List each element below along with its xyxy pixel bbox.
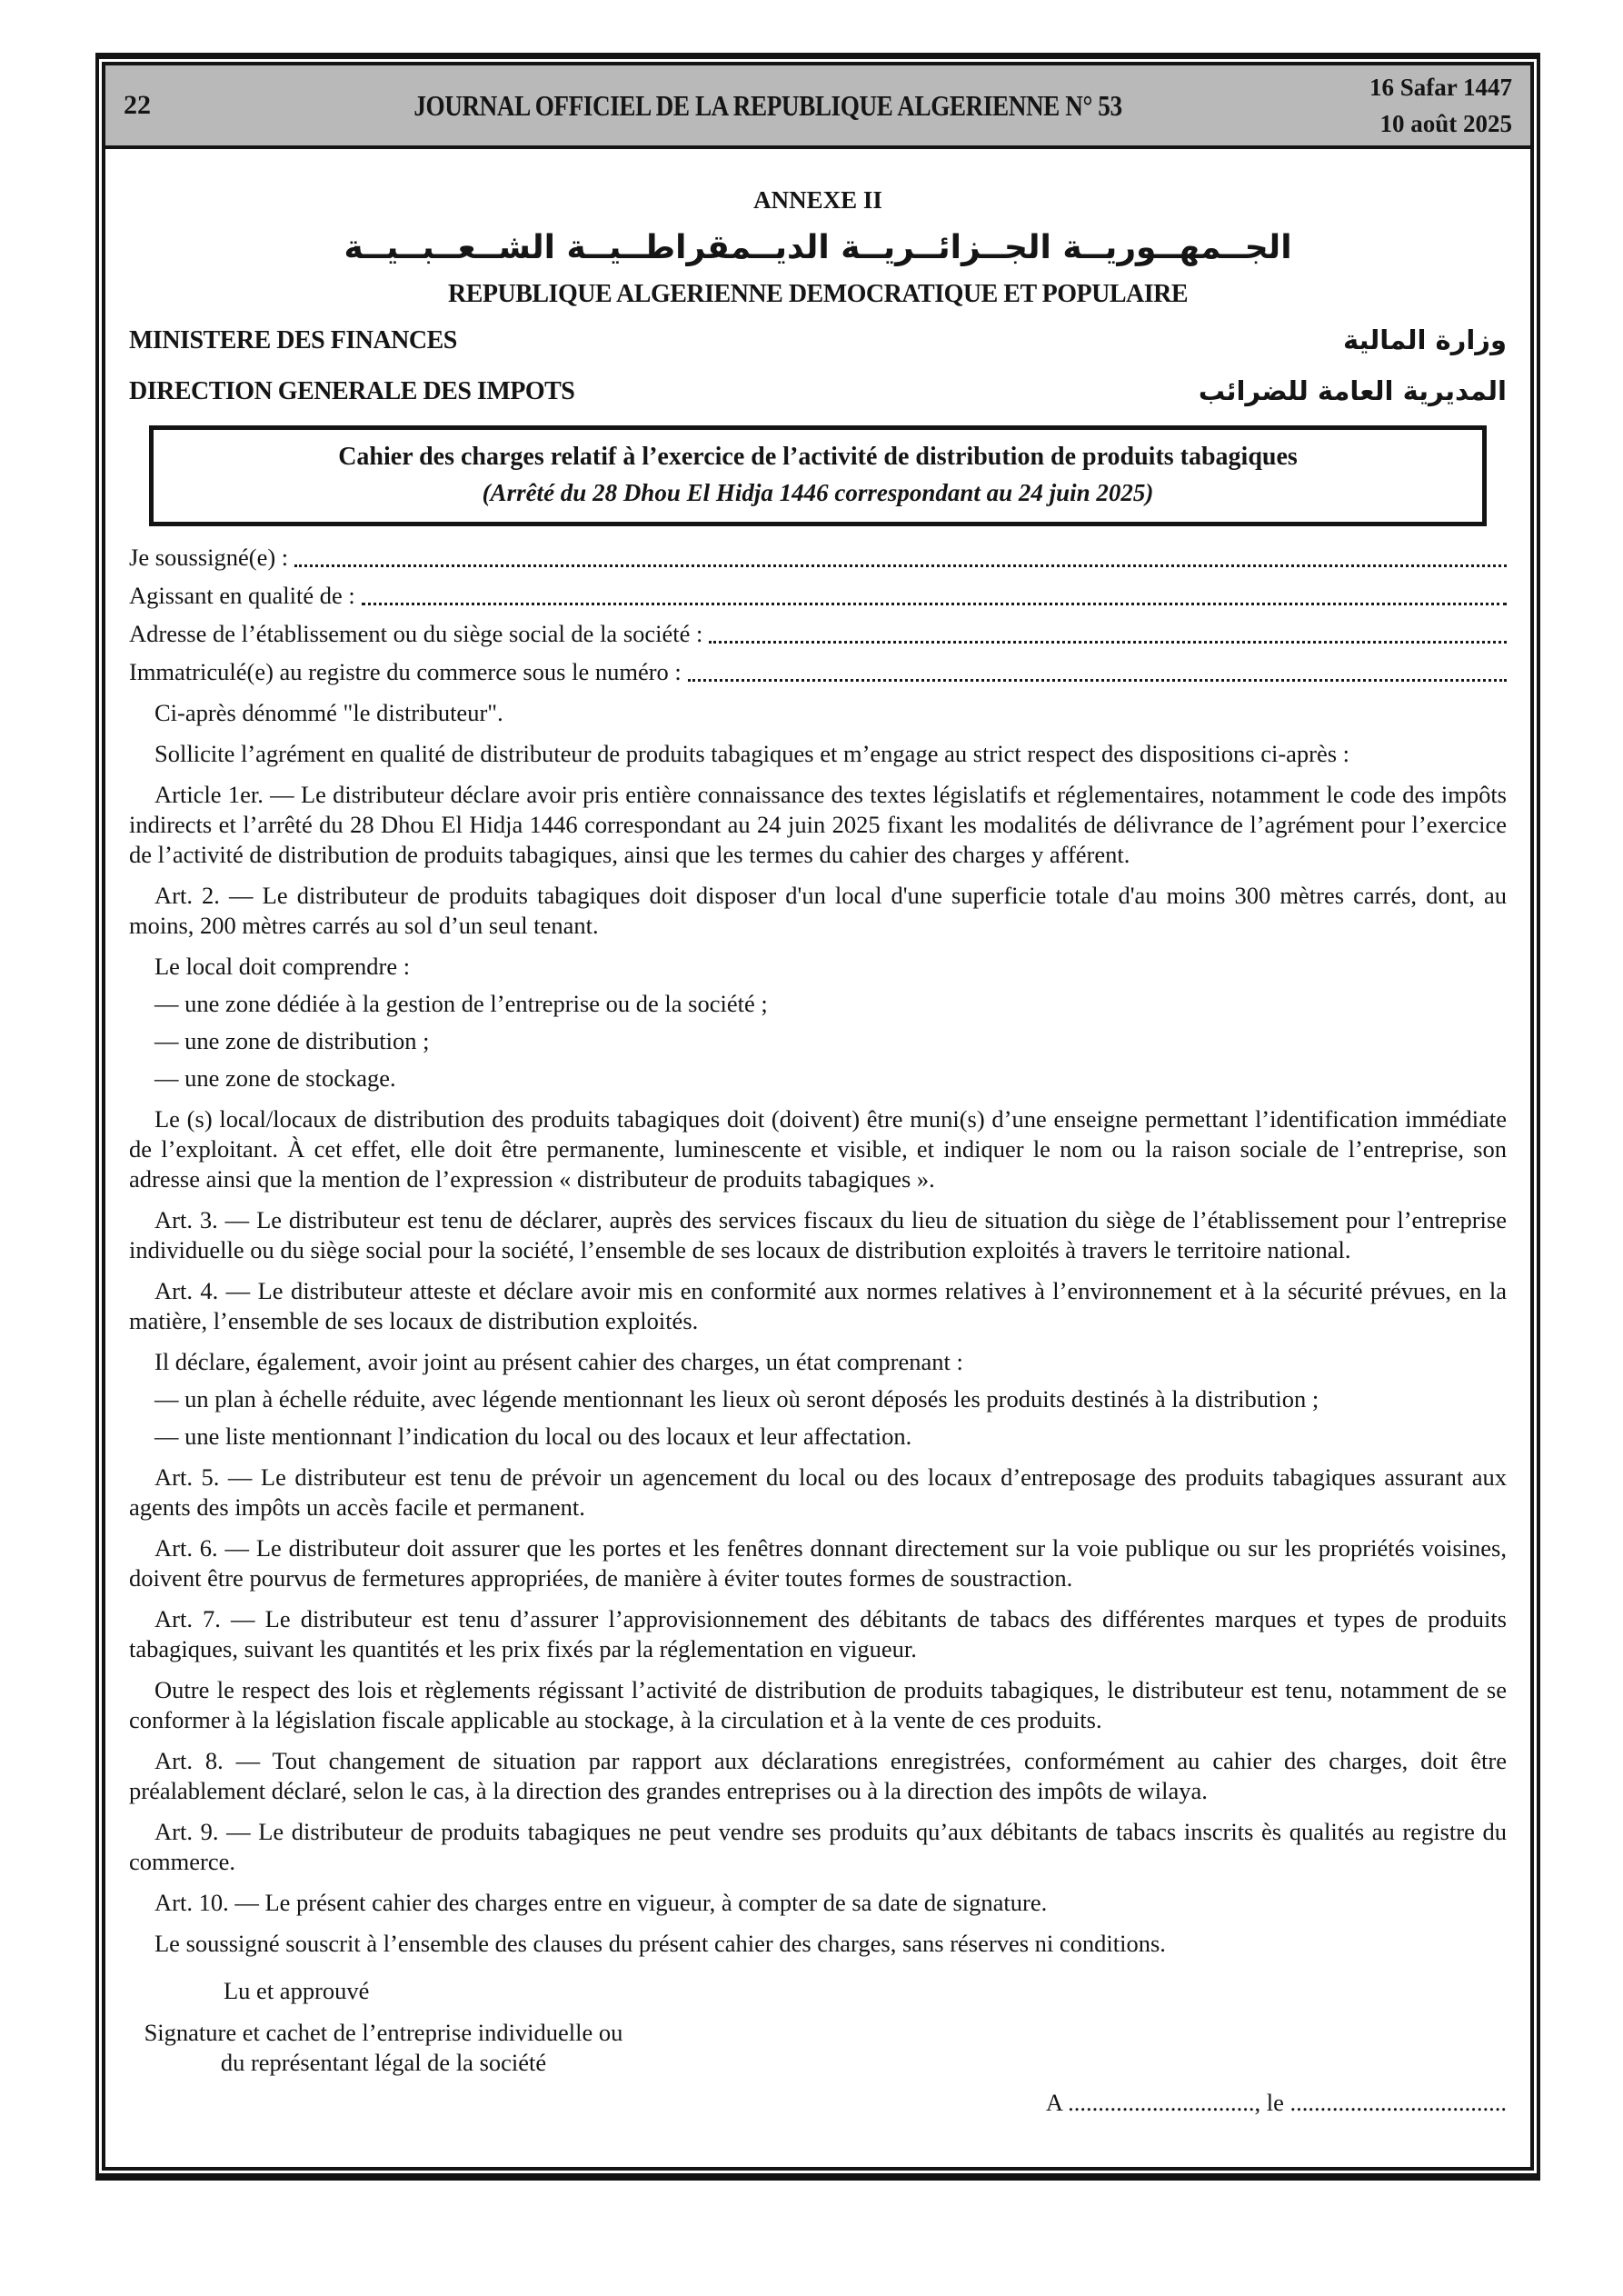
page-header-band xyxy=(105,65,1530,149)
republic-title-arabic: الجــمهــوريــة الجــزائــريــة الديــمقراطــيــة الشــعــبــيــة xyxy=(344,229,1292,266)
date-gregorian: 10 août 2025 xyxy=(1379,110,1512,137)
annexe-heading: ANNEXE II xyxy=(753,186,882,214)
ministry-row xyxy=(129,320,1507,360)
direction-label-arabic: المديرية العامة للضرائب xyxy=(1198,374,1507,406)
republic-title-french: REPUBLIQUE ALGERIENNE DEMOCRATIQUE ET POPULAIRE xyxy=(447,280,1189,308)
document-subtitle: (Arrêté du 28 Dhou El Hidja 1446 correspondant au 24 juin 2025) xyxy=(482,479,1154,506)
article-7: Art. 7. — Le distributeur est tenu d’assurer l’approvisionnement des débitants de tabacs des différentes marques et types de produits tabagiques, suivant les quantités et les prix fixés par la réglementation en vigueur. xyxy=(129,1605,1507,1662)
page-border-outer xyxy=(95,53,1540,2181)
field-soussigne-label: Je soussigné(e) : xyxy=(129,544,289,571)
page-number: 22 xyxy=(124,90,151,120)
field-adresse-label: Adresse de l’établissement ou du siège social de la société : xyxy=(129,620,703,647)
ministry-label-arabic: وزارة المالية xyxy=(1342,324,1507,355)
article-5: Art. 5. — Le distributeur est tenu de prévoir un agencement du local ou des locaux d’entreposage des produits tabagiques assurant aux agents des impôts un accès facile et permanent. xyxy=(129,1463,1507,1521)
header-dates xyxy=(1303,69,1512,142)
article-3: Art. 3. — Le distributeur est tenu de déclarer, auprès des services fiscaux du lieu de situation du siège de l’établissement pour l’entreprise individuelle ou du siège social pour la société, l’ensemble de ses locaux de distribution exploités à travers le territoire national. xyxy=(129,1206,1507,1263)
zone-item-gestion: — une zone dédiée à la gestion de l’entreprise ou de la société ; xyxy=(154,990,768,1017)
field-immatriculation-label: Immatriculé(e) au registre du commerce sous le numéro : xyxy=(129,658,682,685)
zone-item-distribution: — une zone de distribution ; xyxy=(154,1027,430,1054)
article-2: Art. 2. — Le distributeur de produits tabagiques doit disposer d'un local d'une superficie totale d'au moins 300 mètres carrés, dont, au moins, 200 mètres carrés au sol d’un seul tenant. xyxy=(129,882,1507,939)
field-soussigne-blank-line xyxy=(294,564,1507,567)
field-adresse-blank-line xyxy=(709,641,1507,644)
document-title-box xyxy=(149,425,1487,526)
lu-et-approuve: Lu et approuvé xyxy=(224,1977,370,2004)
field-qualite xyxy=(129,581,1507,611)
etat-item-plan: — un plan à échelle réduite, avec légende mentionnant les lieux où seront déposés les produits destinés à la distribution ; xyxy=(154,1385,1319,1413)
field-soussigne xyxy=(129,543,1507,573)
field-immatriculation xyxy=(129,657,1507,687)
article-10: Art. 10. — Le présent cahier des charges entre en vigueur, à compter de sa date de signature. xyxy=(154,1889,1048,1916)
field-adresse xyxy=(129,619,1507,649)
signature-caption xyxy=(129,2018,638,2078)
zone-item-stockage: — une zone de stockage. xyxy=(154,1064,396,1092)
local-intro-line: Le local doit comprendre : xyxy=(154,953,411,980)
etat-intro-line: Il déclare, également, avoir joint au présent cahier des charges, un état comprenant : xyxy=(154,1348,963,1375)
etat-item-liste: — une liste mentionnant l’indication du local ou des locaux et leur affectation. xyxy=(154,1423,912,1450)
article-9: Art. 9. — Le distributeur de produits tabagiques ne peut vendre ses produits qu’aux débitants de tabacs inscrits ès qualités au registre du commerce. xyxy=(129,1818,1507,1875)
signature-caption-line2: du représentant légal de la société xyxy=(220,2049,547,2076)
document-body xyxy=(105,185,1530,2118)
field-qualite-label: Agissant en qualité de : xyxy=(129,582,355,609)
obligations-paragraph: Outre le respect des lois et règlements régissant l’activité de distribution de produits tabagiques, le distributeur est tenu, notamment de se conformer à la législation fiscale applicable au stockage, à la circulation et à la vente de ces produits. xyxy=(129,1676,1507,1733)
enseigne-paragraph: Le (s) local/locaux de distribution des produits tabagiques doit (doivent) être muni(s) d’une enseigne permettant l’identification immédiate de l’exploitant. À cet effet, elle doit être permanente, luminescente et visible, et indiquer le nom ou la raison sociale de l’entreprise, son adresse ainsi que la mention de l’expression « distributeur de produits tabagiques ». xyxy=(129,1105,1507,1193)
journal-title: JOURNAL OFFICIEL DE LA REPUBLIQUE ALGERIENNE N° 53 xyxy=(413,88,1122,122)
souscription-line: Le soussigné souscrit à l’ensemble des clauses du présent cahier des charges, sans réserves ni conditions. xyxy=(154,1930,1166,1957)
document-title: Cahier des charges relatif à l’exercice de l’activité de distribution de produits tabagiques xyxy=(338,443,1298,471)
declaration-form xyxy=(129,543,1507,687)
ministry-label-french: MINISTERE DES FINANCES xyxy=(129,325,457,354)
denomination-line: Ci-après dénommé "le distributeur". xyxy=(154,699,503,726)
date-hijri: 16 Safar 1447 xyxy=(1369,74,1512,101)
direction-label-french: DIRECTION GENERALE DES IMPOTS xyxy=(129,376,575,405)
sollicitation-line: Sollicite l’agrément en qualité de distributeur de produits tabagiques et m’engage au strict respect des dispositions ci-après : xyxy=(154,740,1350,767)
page-border-inner xyxy=(102,62,1534,2171)
field-immatriculation-blank-line xyxy=(688,679,1507,682)
field-qualite-blank-line xyxy=(362,603,1507,605)
signature-caption-line1: Signature et cachet de l’entreprise individuelle ou xyxy=(144,2019,623,2046)
closing-block xyxy=(129,1976,1507,2118)
place-date-line: A ..............................., le .................................... xyxy=(1045,2089,1507,2116)
direction-row xyxy=(129,371,1507,411)
article-4: Art. 4. — Le distributeur atteste et déclare avoir mis en conformité aux normes relatives à l’environnement et à la sécurité prévues, en la matière, l’ensemble de ses locaux de distribution exploités. xyxy=(129,1277,1507,1334)
article-6: Art. 6. — Le distributeur doit assurer que les portes et les fenêtres donnant directement sur la voie publique ou sur les propriétés voisines, doivent être pourvus de fermetures appropriées, de manière à éviter toutes formes de soustraction. xyxy=(129,1534,1507,1592)
article-1: Article 1er. — Le distributeur déclare avoir pris entière connaissance des textes législatifs et réglementaires, notamment le code des impôts indirects et l’arrêté du 28 Dhou El Hidja 1446 correspondant au 24 juin 2025 fixant les modalités de délivrance de l’agrément pour l’exercice de l’activité de distribution de produits tabagiques, ainsi que les termes du cahier des charges y afférent. xyxy=(129,781,1507,868)
article-8: Art. 8. — Tout changement de situation par rapport aux déclarations enregistrées, conformément au cahier des charges, doit être préalablement déclaré, selon le cas, à la direction des grandes entreprises ou à la direction des impôts de wilaya. xyxy=(129,1747,1507,1804)
